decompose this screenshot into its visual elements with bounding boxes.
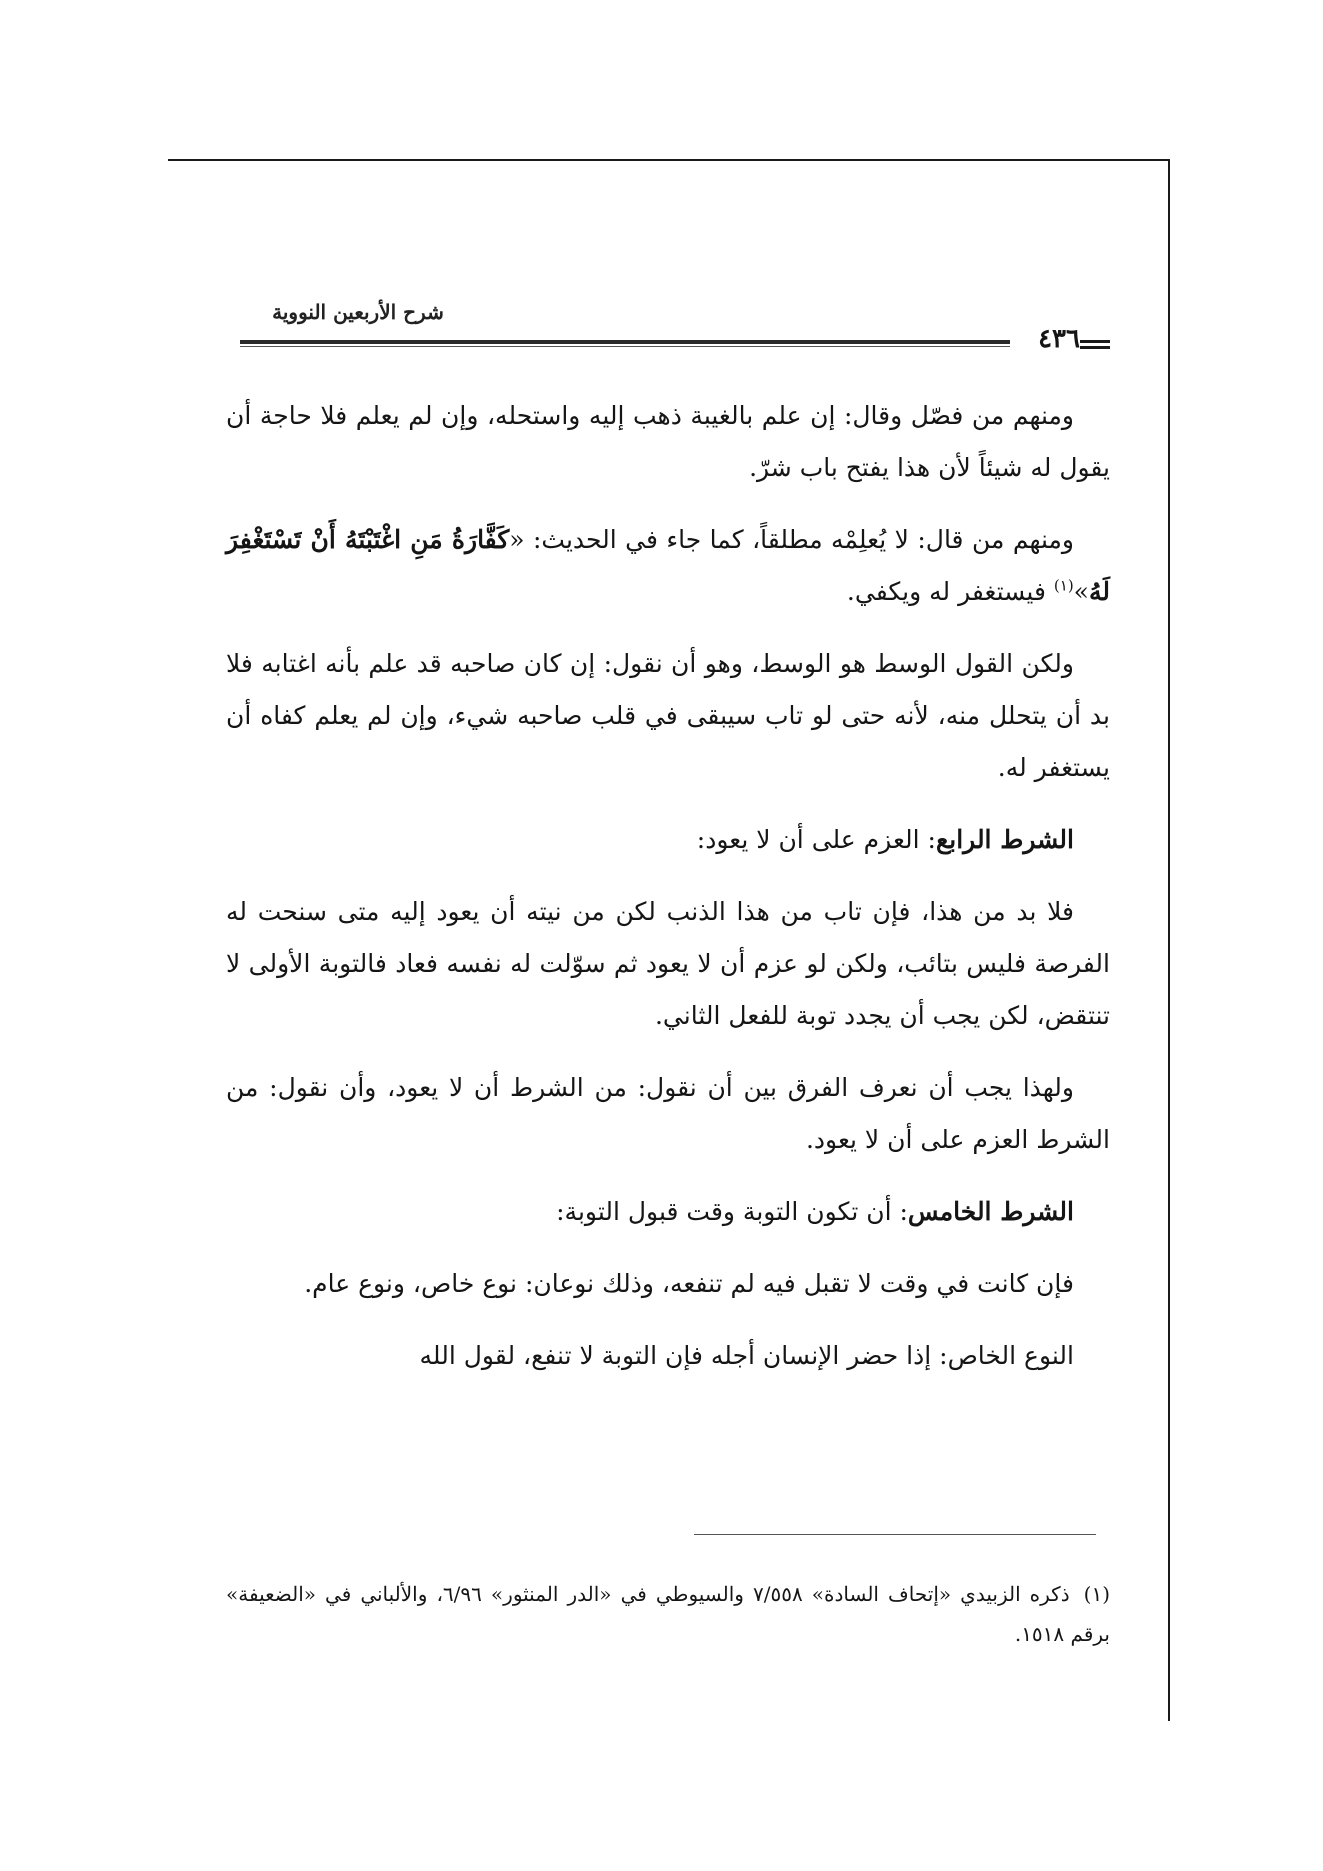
header-rule xyxy=(240,340,1010,348)
heading-label: الشرط الرابع xyxy=(935,825,1074,854)
crop-mark-right xyxy=(1168,159,1170,1721)
paragraph-2-rest: فيستغفر له ويكفي. xyxy=(846,577,1054,606)
paragraph-7: النوع الخاص: إذا حضر الإنسان أجله فإن التوبة لا تنفع، لقول الله xyxy=(419,1341,1074,1370)
footnote xyxy=(226,1574,1110,1654)
footnote-text: ذكره الزبيدي «إتحاف السادة» ٧/٥٥٨ والسيوطي في «الدر المنثور» ٦/٩٦، والألباني في «الضعيفة» برقم ١٥١٨. xyxy=(226,1582,1110,1646)
heading-text: : العزم على أن لا يعود: xyxy=(696,825,936,854)
paragraph-2-intro: ومنهم من قال: لا يُعلِمْه مطلقاً، كما جاء في الحديث: « xyxy=(509,525,1074,554)
section-heading-fifth-condition xyxy=(226,1186,1110,1238)
crop-mark-top xyxy=(168,159,1170,161)
paragraph-4: فلا بد من هذا، فإن تاب من هذا الذنب لكن من نيته أن يعود إليه متى سنحت له الفرصة فليس بتائب، ولكن لو عزم أن لا يعود ثم سوّلت له نفسه فعاد فالتوبة الأولى لا تنتقض، لكن يجب أن يجدد توبة للفعل الثاني. xyxy=(226,897,1110,1030)
running-title: شرح الأربعين النووية xyxy=(272,300,444,324)
footnote-reference: (١) xyxy=(1053,576,1074,595)
paragraph-6: فإن كانت في وقت لا تقبل فيه لم تنفعه، وذلك نوعان: نوع خاص، ونوع عام. xyxy=(304,1269,1074,1298)
footnote-separator xyxy=(694,1534,1096,1535)
hadith-quote: كَفَّارَةُ مَنِ اغْتَبْتَهُ أَنْ تَسْتَغْفِرَ لَهُ xyxy=(226,525,1110,606)
paragraph-2 xyxy=(226,514,1110,618)
paragraph-3: ولكن القول الوسط هو الوسط، وهو أن نقول: إن كان صاحبه قد علم بأنه اغتابه فلا بد أن يتحلل منه، لأنه حتى لو تاب سيبقى في قلب صاحبه شيء، وإن لم يعلم كفاه أن يستغفر له. xyxy=(226,649,1110,782)
heading-text: : أن تكون التوبة وقت قبول التوبة: xyxy=(556,1197,908,1226)
section-heading-fourth-condition xyxy=(226,814,1110,866)
page-number-bar xyxy=(1080,340,1110,352)
paragraph-1: ومنهم من فصّل وقال: إن علم بالغيبة ذهب إليه واستحله، وإن لم يعلم فلا حاجة أن يقول له شيئاً لأن هذا يفتح باب شرّ. xyxy=(226,401,1110,482)
paragraph-5: ولهذا يجب أن نعرف الفرق بين أن نقول: من الشرط أن لا يعود، وأن نقول: من الشرط العزم على أن لا يعود. xyxy=(226,1073,1110,1154)
heading-label: الشرط الخامس xyxy=(907,1197,1074,1226)
quote-close: » xyxy=(1073,577,1089,606)
footnote-number: (١) xyxy=(1083,1582,1110,1606)
page-number: ٤٣٦ xyxy=(1038,324,1080,354)
body-text xyxy=(226,390,1110,1402)
